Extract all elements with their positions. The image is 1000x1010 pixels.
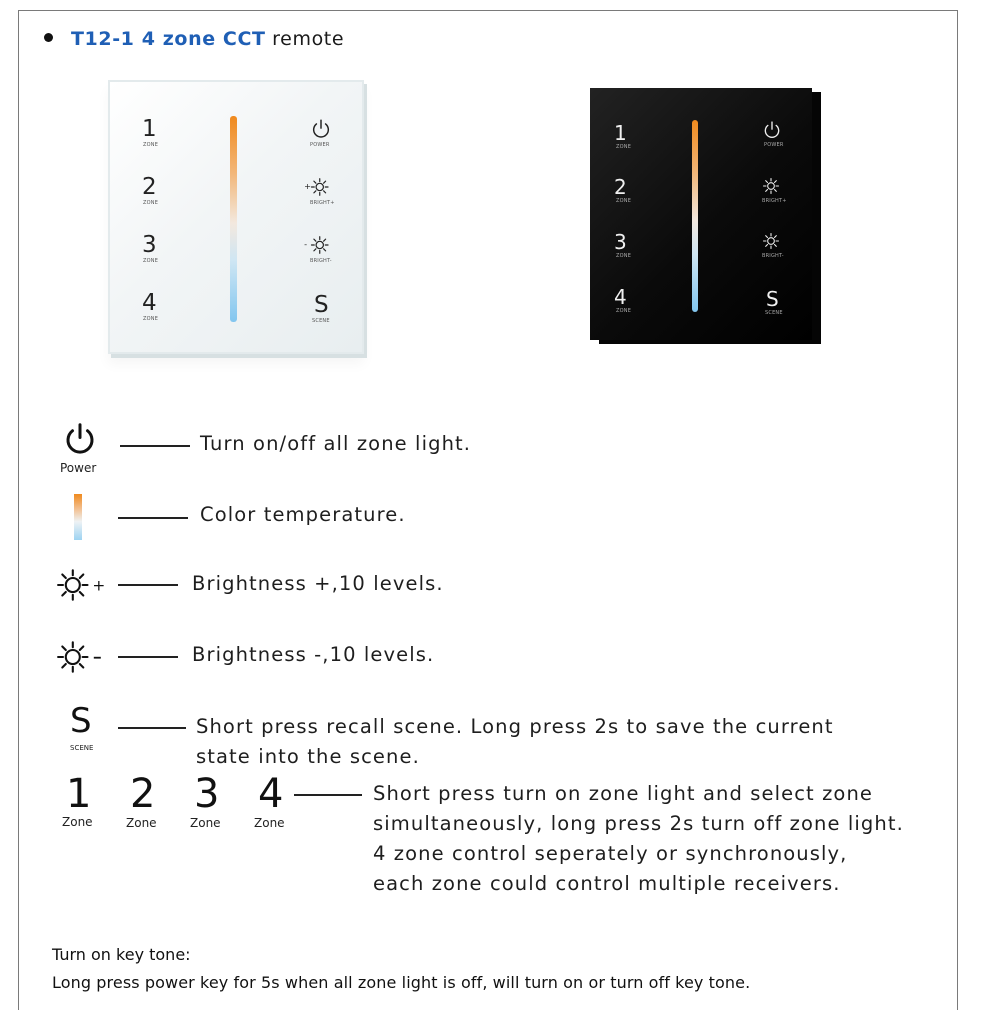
bright-up-key-label: BRIGHT+	[310, 200, 335, 206]
brightness-down-description: Brightness -,10 levels.	[192, 643, 435, 666]
zone-1-caption: Zone	[62, 815, 93, 829]
brightness-up-icon	[56, 568, 112, 602]
zone-1-key[interactable]: 1	[142, 116, 157, 142]
zone-3-caption: Zone	[190, 816, 221, 830]
divider-line	[118, 656, 178, 658]
zone-1-label: ZONE	[616, 144, 632, 150]
zone-4-key[interactable]: 4	[614, 285, 627, 309]
zone-4-label: ZONE	[143, 316, 159, 322]
bright-down-key-label: BRIGHT-	[310, 258, 332, 264]
bright-down-key-label: BRIGHT-	[762, 253, 784, 259]
zone-description-line-3: 4 zone control seperately or synchronously,	[373, 842, 848, 865]
color-temperature-slider[interactable]	[230, 116, 237, 322]
scene-key-label: SCENE	[312, 318, 330, 324]
zone-4-key[interactable]: 4	[142, 290, 157, 316]
svg-text:-: -	[304, 238, 308, 249]
brightness-up-description: Brightness +,10 levels.	[192, 572, 444, 595]
scene-caption: SCENE	[70, 744, 94, 752]
power-key-label: POWER	[310, 142, 330, 148]
scene-description-line-1: Short press recall scene. Long press 2s to save the current	[196, 715, 834, 738]
zone-2-caption: Zone	[126, 816, 157, 830]
zone-4-label: ZONE	[616, 308, 632, 314]
key-tone-instructions: Long press power key for 5s when all zone light is off, will turn on or turn off key tone.	[52, 973, 751, 992]
key-tone-title: Turn on key tone:	[52, 945, 191, 964]
zone-1-key[interactable]: 1	[614, 121, 627, 145]
zone-description-line-2: simultaneously, long press 2s turn off zone light.	[373, 812, 904, 835]
zone-4-caption: Zone	[254, 816, 285, 830]
section-title	[44, 28, 344, 50]
black-remote-panel	[590, 88, 812, 340]
svg-text:+: +	[92, 576, 106, 595]
brightness-up-icon[interactable]	[760, 176, 782, 196]
color-temperature-description: Color temperature.	[200, 503, 406, 526]
zone-1-label: ZONE	[143, 142, 159, 148]
scene-description-line-2: state into the scene.	[196, 745, 420, 768]
brightness-down-icon[interactable]	[304, 234, 330, 256]
zone-3-label: ZONE	[143, 258, 159, 264]
scene-key[interactable]: S	[766, 287, 779, 311]
divider-line	[118, 727, 186, 729]
scene-icon: S	[70, 701, 92, 741]
bright-up-key-label: BRIGHT+	[762, 198, 787, 204]
divider-line	[120, 445, 190, 447]
power-icon[interactable]	[310, 118, 332, 140]
power-icon	[62, 420, 98, 458]
zone-description-line-4: each zone could control multiple receivers.	[373, 872, 841, 895]
zone-2-key[interactable]: 2	[614, 175, 627, 199]
brightness-down-icon[interactable]	[760, 231, 782, 251]
zone-3-icon: 3	[194, 771, 220, 817]
divider-line	[118, 517, 188, 519]
white-remote-panel	[108, 80, 364, 354]
divider-line	[294, 794, 362, 796]
bullet-icon	[44, 33, 53, 42]
zone-description-line-1: Short press turn on zone light and select zone	[373, 782, 874, 805]
power-description: Turn on/off all zone light.	[200, 432, 472, 455]
scene-key[interactable]: S	[314, 292, 329, 318]
zone-3-key[interactable]: 3	[614, 230, 627, 254]
color-temperature-slider[interactable]	[692, 120, 698, 312]
zone-1-icon: 1	[66, 771, 92, 817]
power-caption: Power	[60, 461, 97, 475]
divider-line	[118, 584, 178, 586]
zone-3-key[interactable]: 3	[142, 232, 157, 258]
zone-2-key[interactable]: 2	[142, 174, 157, 200]
zone-4-icon: 4	[258, 771, 284, 817]
zone-2-label: ZONE	[616, 198, 632, 204]
color-temperature-icon	[74, 494, 82, 540]
power-icon[interactable]	[762, 120, 782, 140]
zone-2-icon: 2	[130, 771, 156, 817]
power-key-label: POWER	[764, 142, 784, 148]
scene-key-label: SCENE	[765, 310, 783, 316]
svg-text:+: +	[304, 180, 312, 191]
zone-3-label: ZONE	[616, 253, 632, 259]
model-name: T12-1 4 zone CCT	[71, 28, 266, 50]
title-suffix: remote	[265, 28, 345, 50]
brightness-up-icon[interactable]	[304, 176, 330, 198]
brightness-down-icon	[56, 640, 112, 674]
zone-2-label: ZONE	[143, 200, 159, 206]
